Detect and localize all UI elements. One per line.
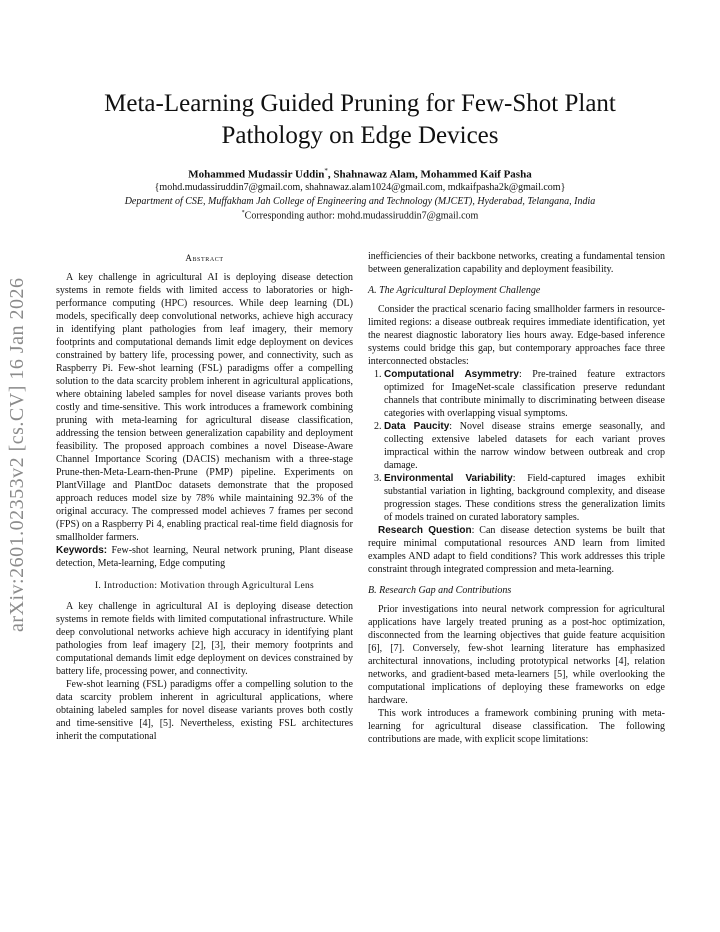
section-a-paragraph: Consider the practical scenario facing smallholder farmers in resource-limited regions: a disease outbreak requires immediate identification, yet the nearest diagnostic laboratory lies hours away. Edge-based inference systems could bridge this gap, but contemporary approaches face three interconnected obstacles: [368, 304, 665, 367]
section-b-paragraph-1: Prior investigations into neural network compression for agricultural applications have largely treated pruning as a post-hoc optimization, disconnected from the learning objectives that guide feature acquisition [6], [7]. Conversely, few-shot learning literature has emphasized architectural innovations, including prototypical networks [4], relation networks, and gradient-based meta-learners [5], while overlooking the computational implications of deploying these frameworks on edge hardware. [368, 604, 665, 706]
list-item-term: Computational Asymmetry [384, 369, 519, 380]
list-item [384, 420, 665, 472]
list-item-term: Data Paucity [384, 421, 450, 432]
affiliation: Department of CSE, Muffakham Jah College of Engineering and Technology (MJCET), Hyderabad, Telangana, India [124, 196, 596, 207]
intro-paragraph-2: Few-shot learning (FSL) paradigms offer a compelling solution to the data scarcity problem inherent in agricultural applications, where obtaining labeled samples for novel disease variants proves both costly and time-sensitive [4], [5]. Nevertheless, existing FSL architectures inherit the computational [56, 679, 353, 742]
list-item-text: : Novel disease strains emerge seasonally, and collecting extensive labeled datasets for each variant proves impractical within the narrow window between outbreak and crop damage. [384, 421, 665, 471]
research-question-label: Research Question [378, 525, 472, 536]
left-column [56, 252, 353, 743]
list-item-term: Environmental Variability [384, 473, 513, 484]
keywords-label: Keywords: [56, 545, 108, 556]
list-item [384, 368, 665, 420]
abstract-heading: Abstract [185, 253, 224, 263]
corresponding-author-text: Corresponding author: mohd.mudassiruddin7@gmail.com [244, 210, 479, 222]
corresponding-mark: * [324, 167, 328, 175]
author-1: Mohammed Mudassir Uddin [188, 168, 325, 181]
author-emails: {mohd.mudassiruddin7@gmail.com, shahnawaz.alam1024@gmail.com, mdkaifpasha2k@gmail.com} [154, 182, 566, 193]
right-column [368, 250, 665, 746]
corresponding-author [60, 210, 660, 221]
subsection-heading-b: B. Research Gap and Contributions [368, 585, 512, 596]
keywords [56, 544, 353, 570]
research-question [368, 524, 665, 576]
intro-paragraph-1: A key challenge in agricultural AI is deploying disease detection systems in remote fields with limited computational infrastructure. While deep convolutional networks achieve high accuracy in identifying plant pathologies from leaf imagery [2], [3], their memory footprints and computational demands limit edge deployment on devices constrained by battery life, processing power, and connectivity. [56, 601, 353, 677]
author-2: Shahnawaz Alam [333, 168, 415, 181]
abstract-text: A key challenge in agricultural AI is deploying disease detection systems in remote fields with limited access to laboratories or high-performance computing (HPC) resources. While deep learning (DL) models, specifically deep convolutional networks, achieve high accuracy in identifying plant pathologies from leaf imagery, their memory footprints and computational demands limit edge deployment on devices constrained by battery life, processing power, and connectivity, such as Raspberry Pi. Few-shot learning (FSL) paradigms offer a compelling solution to the data scarcity problem inherent in agricultural applications, where obtaining labeled samples for novel disease variants proves both costly and time-sensitive. This work introduces a framework combining pruning with meta-learning for agricultural disease classification, addressing the tension between generalization capability and deployment feasibility. The proposed approach combines a novel Disease-Aware Channel Importance Scoring (DACIS) mechanism with a three-stage Prune-then-Meta-Learn-then-Prune (PMP) pipeline. Experiments on PlantVillage and PlantDoc datasets demonstrate that the proposed approach reduces model size by 78% while maintaining 92.3% of the original accuracy. The compressed model achieves 7 frames per second (FPS) on a Raspberry Pi 4, enabling practical real-time field diagnosis for smallholder farmers. [56, 272, 353, 543]
obstacle-list [368, 368, 665, 524]
section-heading-introduction: I. Introduction: Motivation through Agricultural Lens [94, 581, 315, 591]
arxiv-identifier: arXiv:2601.02353v2 [cs.CV] 16 Jan 2026 [6, 277, 28, 633]
corresponding-author-mark: * [241, 210, 245, 216]
subsection-heading-a: A. The Agricultural Deployment Challenge [368, 285, 541, 296]
section-b-paragraph-2: This work introduces a framework combining pruning with meta-learning for agricultural disease classification. The following contributions are made, with explicit scope limitations: [368, 708, 665, 745]
list-item [384, 472, 665, 524]
list-item-text: : Field-captured images exhibit substantial variation in lighting, background complexity, and disease progression stages. These conditions stress the generalization limits of models trained on curated laboratory samples. [384, 473, 666, 523]
keywords-text: Few-shot learning, Neural network pruning, Plant disease detection, Meta-learning, Edge computing [56, 545, 353, 569]
intro-paragraph-2-continued: inefficiencies of their backbone networks, creating a fundamental tension between generalization capability and deployment feasibility. [368, 251, 665, 275]
paper-title: Meta-Learning Guided Pruning for Few-Shot Plant Pathology on Edge Devices [104, 90, 616, 149]
author-3: Mohammed Kaif Pasha [420, 168, 532, 181]
research-question-text: : Can disease detection systems be built that require minimal computational resources AND learn from limited examples AND adapt to field conditions? This work addresses this triple constraint through integrated compression and meta-learning. [368, 525, 665, 575]
author-list: Mohammed Mudassir Uddin*, Shahnawaz Alam, Mohammed Kaif Pasha [188, 167, 532, 181]
list-item-text: : Pre-trained feature extractors optimized for ImageNet-scale classification preserve redundant channels that contribute minimally to discriminating between disease categories with overlapping visual symptoms. [384, 369, 665, 419]
